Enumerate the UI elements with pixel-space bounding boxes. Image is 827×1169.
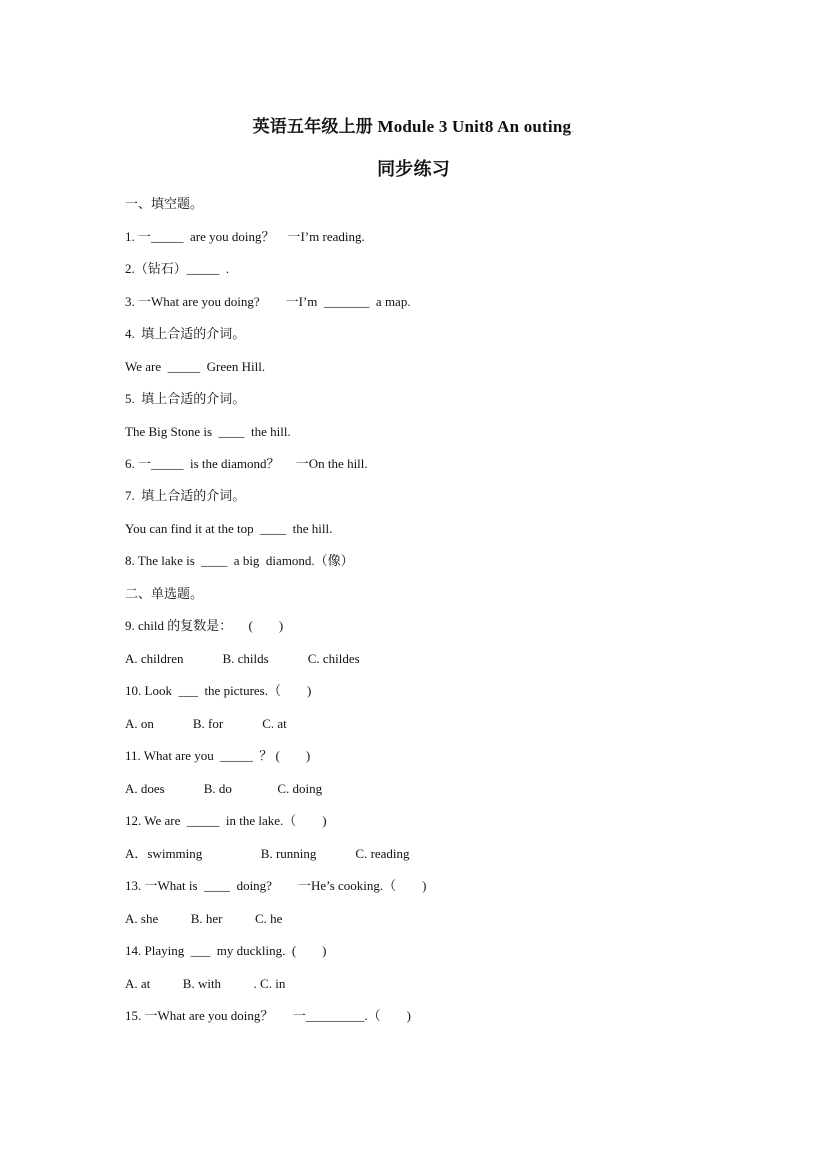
question-14: 14. Playing ___ my duckling. ( ) (125, 943, 327, 958)
question-4-instruction: 4. 填上合适的介词。 (125, 326, 246, 341)
question-12: 12. We are _____ in the lake.（ ) (125, 813, 327, 828)
page-title-dot: . (571, 121, 575, 135)
question-3: 3. 一What are you doing? 一I’m _______ a map. (125, 294, 411, 309)
page-title (0, 112, 827, 137)
question-2: 2.（钻石）_____ . (125, 261, 230, 276)
question-11: 11. What are you _____ ？ ( ) (125, 748, 311, 763)
question-14-options: A. at B. with . C. in (125, 976, 286, 991)
question-9-options: A. children B. childs C. childes (125, 651, 360, 666)
page-subtitle: 同步练习 (377, 159, 450, 179)
question-13-options: A. she B. her C. he (125, 911, 283, 926)
question-6: 6. 一_____ is the diamond？ 一On the hill. (125, 456, 368, 471)
section-heading-single-choice: 二、单选题。 (125, 586, 204, 601)
question-11-options: A. does B. do C. doing (125, 781, 323, 796)
question-5-sentence: The Big Stone is ____ the hill. (125, 424, 291, 439)
question-10-options: A. on B. for C. at (125, 716, 287, 731)
question-10: 10. Look ___ the pictures.（ ) (125, 683, 312, 698)
page-title-text: 英语五年级上册 Module 3 Unit8 An outing (252, 117, 572, 136)
question-8: 8. The lake is ____ a big diamond.（像） (125, 553, 354, 568)
question-9: 9. child 的复数是： ( ) (125, 618, 284, 633)
section-heading-fill-blank: 一、填空题。 (125, 196, 204, 211)
question-13: 13. 一What is ____ doing? 一He’s cooking.（ ) (125, 878, 427, 893)
question-4-sentence: We are _____ Green Hill. (125, 359, 266, 374)
question-15: 15. 一What are you doing？ 一_________.（ ) (125, 1008, 411, 1023)
question-1: 1. 一_____ are you doing？ 一I’m reading. (125, 229, 365, 244)
question-12-options: A．swimming B. running C. reading (125, 846, 410, 861)
question-5-instruction: 5. 填上合适的介词。 (125, 391, 246, 406)
question-7-instruction: 7. 填上合适的介词。 (125, 488, 246, 503)
question-7-sentence: You can find it at the top ____ the hill. (125, 521, 333, 536)
